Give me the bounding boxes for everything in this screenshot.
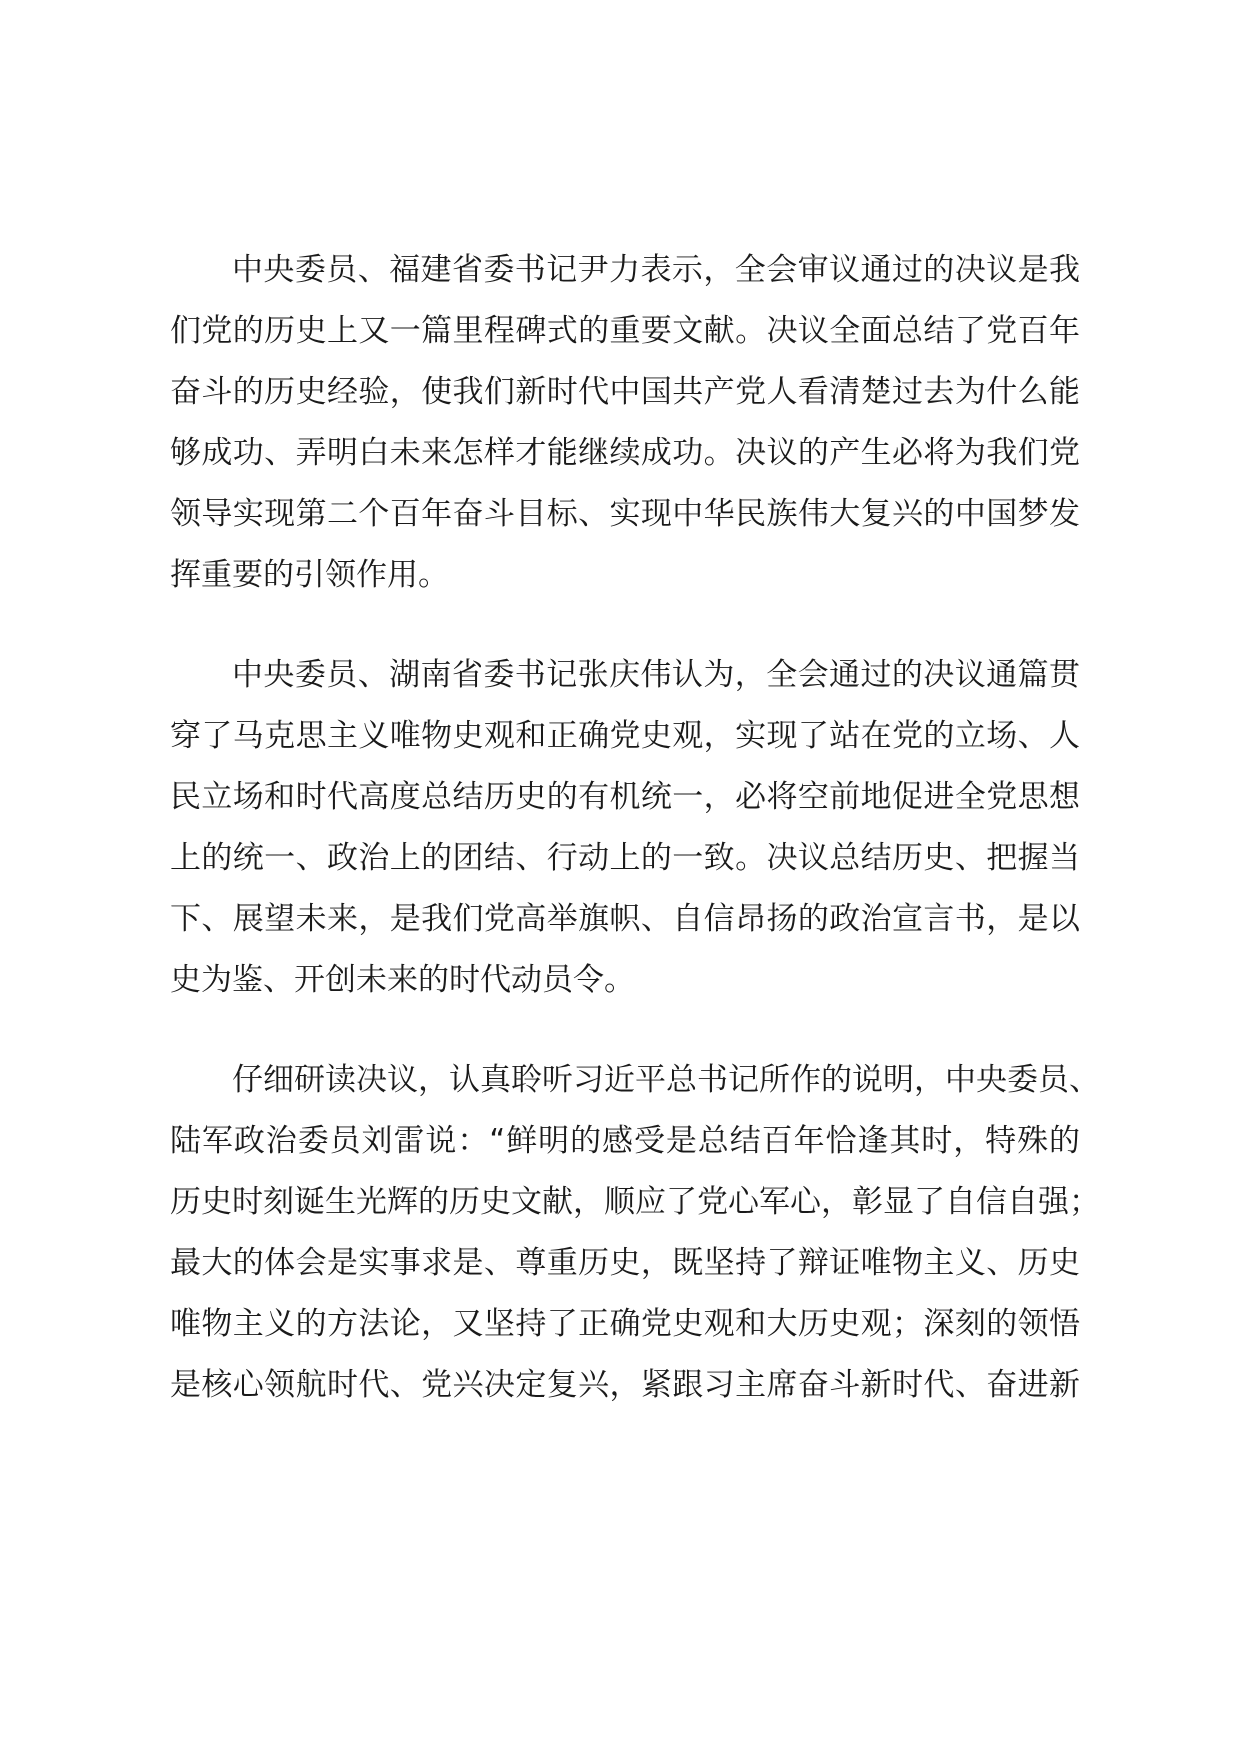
text-line: 奋斗的历史经验，使我们新时代中国共产党人看清楚过去为什么能: [170, 374, 1080, 410]
text-line: 中央委员、湖南省委书记张庆伟认为，全会通过的决议通篇贯: [232, 657, 1080, 693]
text-line: 中央委员、福建省委书记尹力表示，全会审议通过的决议是我: [232, 252, 1080, 288]
text-line: 民立场和时代高度总结历史的有机统一，必将空前地促进全党思想: [170, 779, 1080, 815]
text-line: 最大的体会是实事求是、尊重历史，既坚持了辩证唯物主义、历史: [170, 1245, 1080, 1281]
paragraph-zhang-qingwei: [170, 645, 1080, 1011]
text-line: 领导实现第二个百年奋斗目标、实现中华民族伟大复兴的中国梦发: [170, 496, 1080, 532]
paragraph-liu-lei: [170, 1050, 1100, 1416]
document-body: [170, 240, 1100, 1455]
text-line: 是核心领航时代、党兴决定复兴，紧跟习主席奋斗新时代、奋进新: [170, 1367, 1080, 1403]
text-line: 史为鉴、开创未来的时代动员令。: [170, 962, 635, 998]
text-line: 下、展望未来，是我们党高举旗帜、自信昂扬的政治宣言书，是以: [170, 901, 1080, 937]
text-line: 上的统一、政治上的团结、行动上的一致。决议总结历史、把握当: [170, 840, 1080, 876]
text-line: 仔细研读决议，认真聆听习近平总书记所作的说明，中央委员、: [232, 1062, 1100, 1098]
text-line: 们党的历史上又一篇里程碑式的重要文献。决议全面总结了党百年: [170, 313, 1080, 349]
text-line: 穿了马克思主义唯物史观和正确党史观，实现了站在党的立场、人: [170, 718, 1080, 754]
text-line: 历史时刻诞生光辉的历史文献，顺应了党心军心，彰显了自信自强；: [170, 1184, 1100, 1220]
text-line: 陆军政治委员刘雷说：“鲜明的感受是总结百年恰逢其时，特殊的: [170, 1123, 1080, 1159]
text-line: 够成功、弄明白未来怎样才能继续成功。决议的产生必将为我们党: [170, 435, 1080, 471]
text-line: 挥重要的引领作用。: [170, 557, 449, 593]
paragraph-yin-li: [170, 240, 1080, 606]
text-line: 唯物主义的方法论，又坚持了正确党史观和大历史观；深刻的领悟: [170, 1306, 1080, 1342]
